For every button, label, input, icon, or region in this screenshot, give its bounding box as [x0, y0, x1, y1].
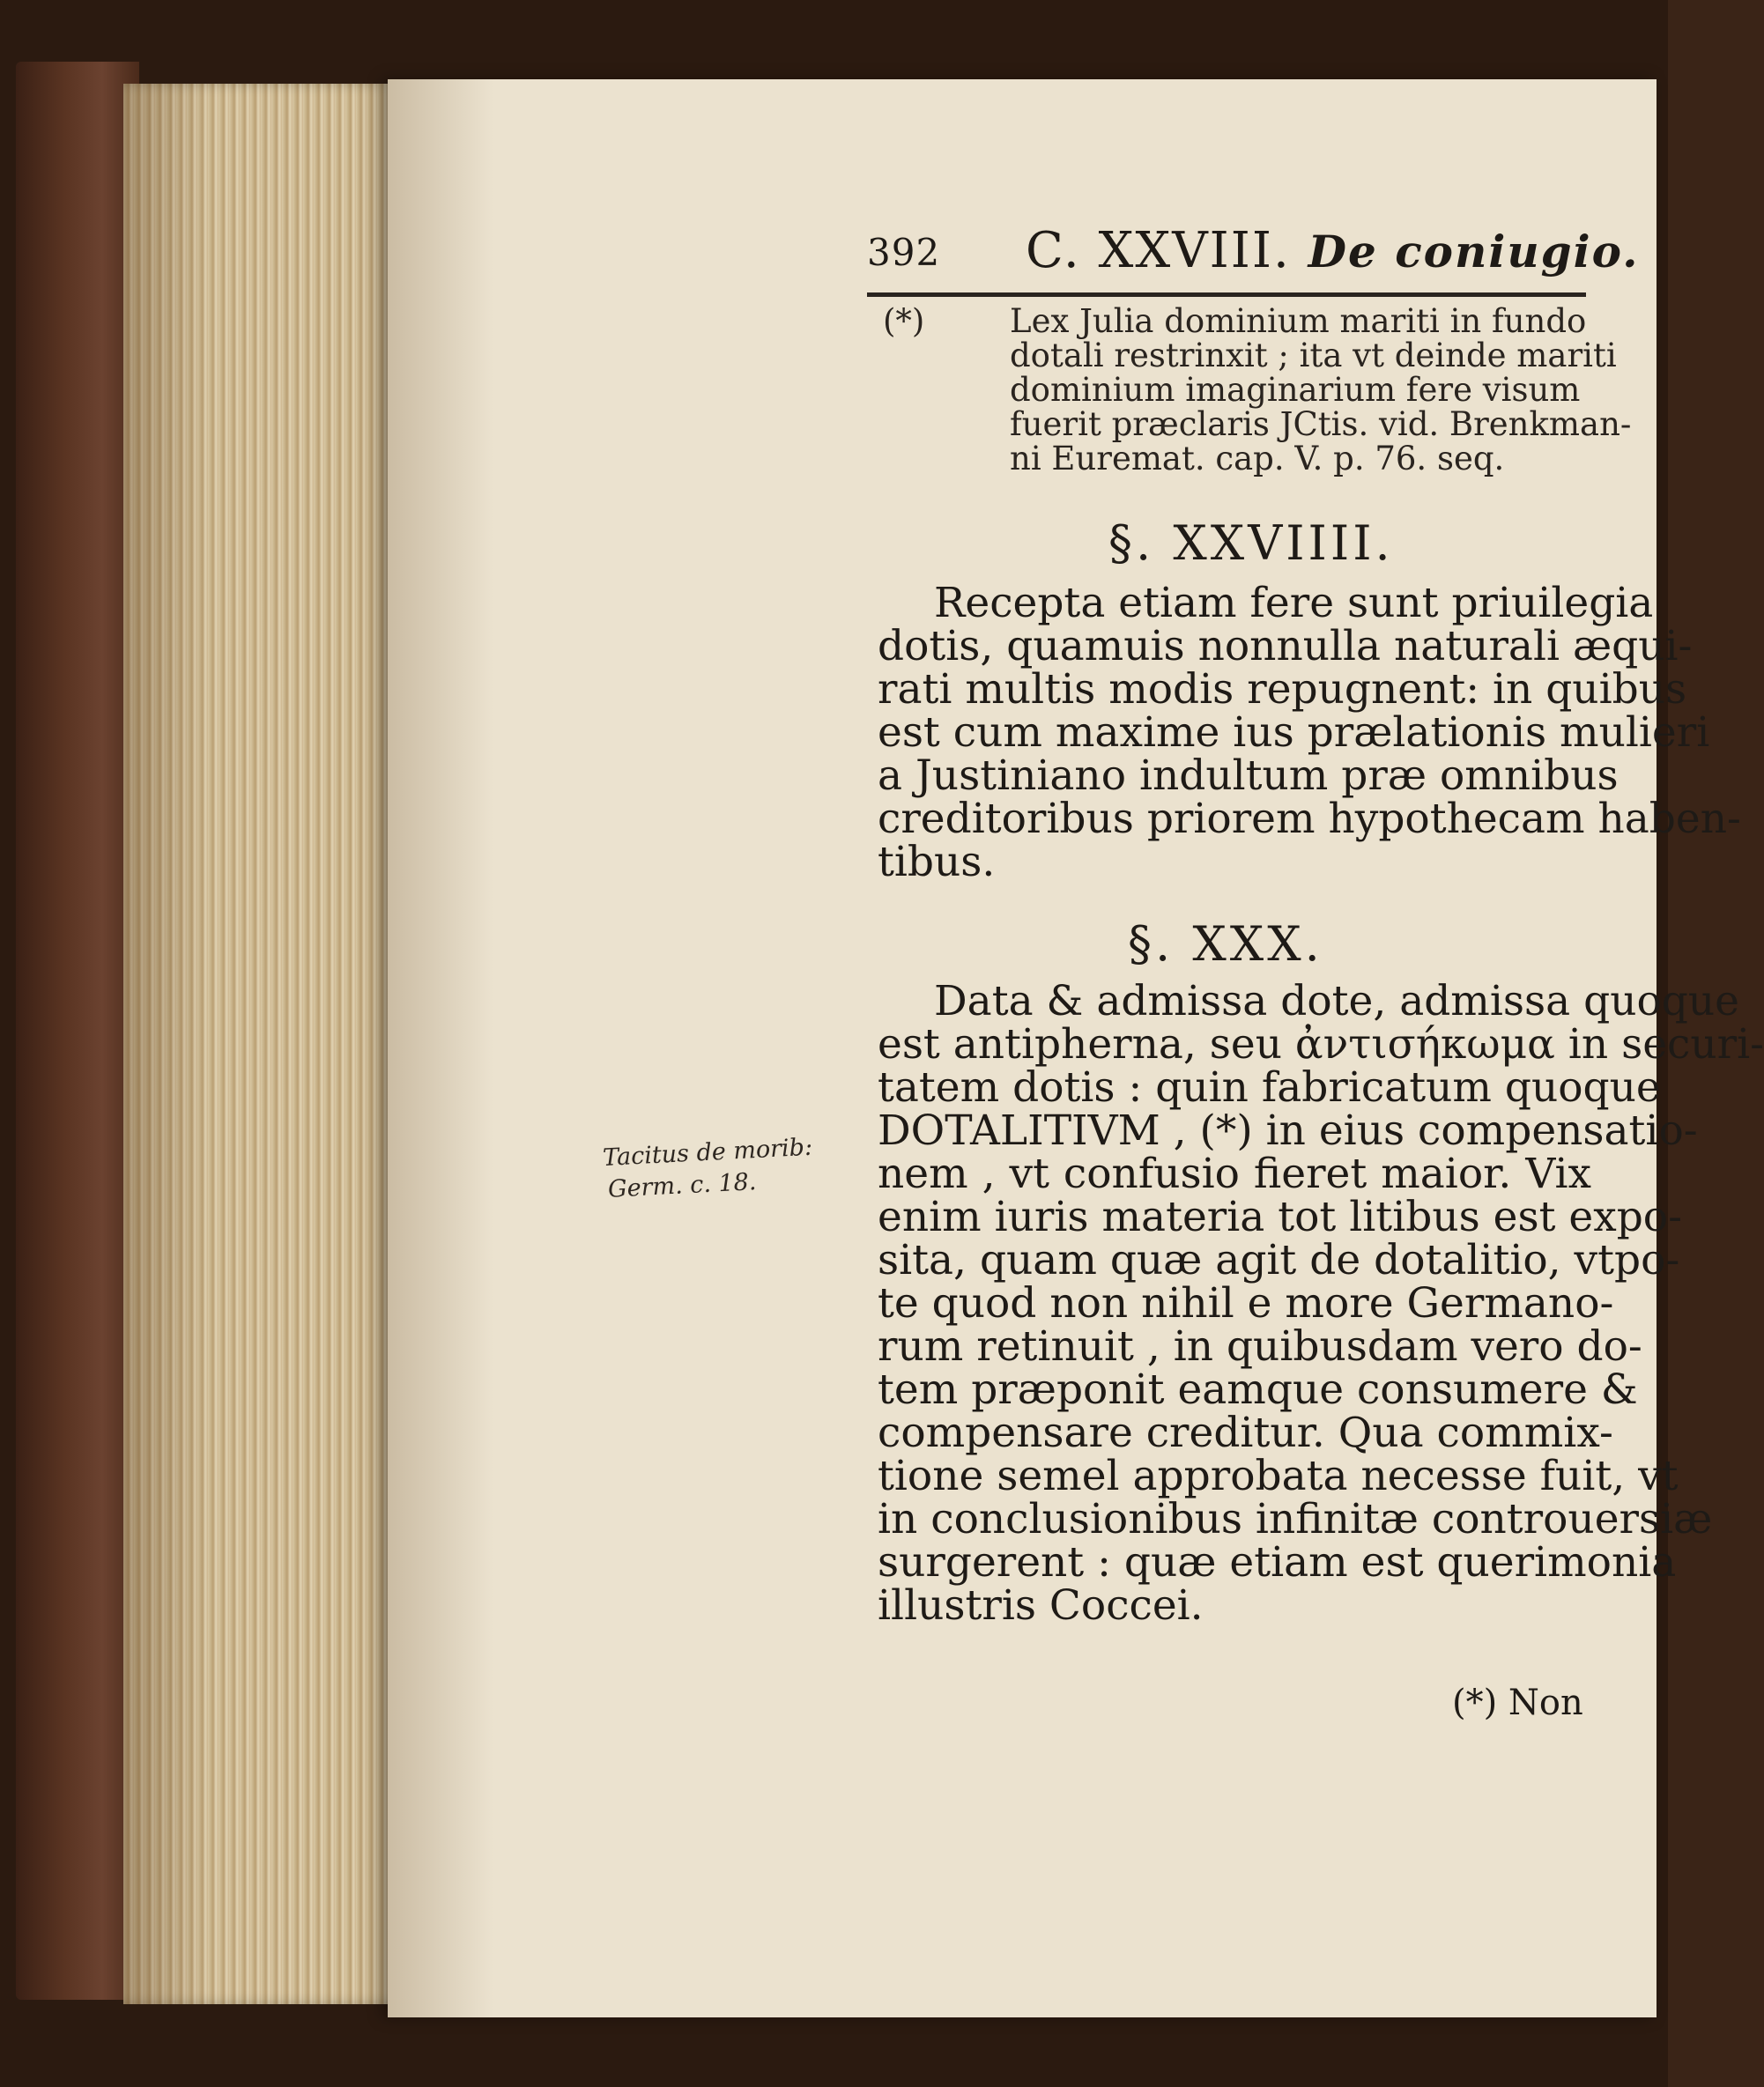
book-cover-edge — [16, 62, 139, 2000]
section-heading: §. XXVIIII. — [1108, 515, 1394, 571]
running-head — [1026, 222, 1640, 279]
footnote-marker: (*) — [883, 302, 925, 340]
footnote-line: Lex Julia dominium mariti in fundo — [1010, 302, 1587, 340]
text-line: tibus. — [878, 838, 996, 886]
marginal-note-line: Tacitus de morib: — [602, 1133, 813, 1173]
header-rule — [867, 292, 1586, 297]
handwritten-marginal-note — [602, 1130, 842, 1206]
text-line: est antipherna, seu ἀντισήκωμα in securi- — [878, 1020, 1764, 1069]
text-line: est cum maxime ius prælationis mulieri — [878, 708, 1710, 757]
text-line: surgerent : quæ etiam est querimonia — [878, 1538, 1677, 1587]
footnote-line: fuerit præclaris JCtis. vid. Brenkman- — [1010, 405, 1632, 443]
text-line: tem præponit eamque consumere & — [878, 1365, 1638, 1414]
text-line: dotis, quamuis nonnulla naturali æqui- — [878, 622, 1693, 670]
page-block-edges — [123, 84, 414, 2004]
text-line: tatem dotis : quin fabricatum quoque — [878, 1063, 1661, 1112]
text-line: rati multis modis repugnent: in quibus — [878, 665, 1687, 714]
footnote-top — [883, 302, 1632, 477]
footnote-line: dominium imaginarium fere visum — [1010, 371, 1581, 409]
text-line: nem , vt confusio fieret maior. Vix — [878, 1150, 1591, 1198]
text-line: Data & admissa dote, admissa quoque — [934, 977, 1739, 1025]
text-line: enim iuris materia tot litibus est expo- — [878, 1193, 1682, 1241]
footnote-line: dotali restrinxit ; ita vt deinde mariti — [1010, 337, 1617, 374]
footnote-line: ni Euremat. cap. V. p. 76. seq. — [1010, 440, 1505, 477]
section-body — [878, 579, 1741, 886]
section-body — [878, 977, 1764, 1630]
marginal-note-line: Germ. c. 18. — [607, 1168, 758, 1203]
text-line: rum retinuit , in quibusdam vero do- — [878, 1322, 1642, 1371]
section-heading: §. XXX. — [1128, 916, 1323, 972]
catchword: (*) Non — [1452, 1683, 1583, 1723]
running-header — [867, 222, 1640, 301]
chapter-title: De coniugio. — [1308, 226, 1640, 278]
text-line: tione semel approbata necesse fuit, vt — [878, 1452, 1679, 1500]
chapter-number: C. XXVIII. — [1026, 222, 1291, 279]
text-line: a Justiniano indultum præ omnibus — [878, 751, 1619, 800]
page-number: 392 — [867, 231, 941, 274]
text-line: te quod non nihil e more Germano- — [878, 1279, 1614, 1328]
text-line: illustris Coccei. — [878, 1581, 1204, 1630]
text-line: sita, quam quæ agit de dotalitio, vtpo- — [878, 1236, 1680, 1284]
text-line: DOTALITIVM , (*) in eius compensatio- — [878, 1106, 1698, 1155]
text-line: compensare creditur. Qua commix- — [878, 1409, 1613, 1457]
text-line: in conclusionibus infinitæ controuersiæ — [878, 1495, 1713, 1543]
text-line: creditoribus priorem hypothecam haben- — [878, 795, 1741, 843]
text-line: Recepta etiam fere sunt priuilegia — [934, 579, 1654, 627]
